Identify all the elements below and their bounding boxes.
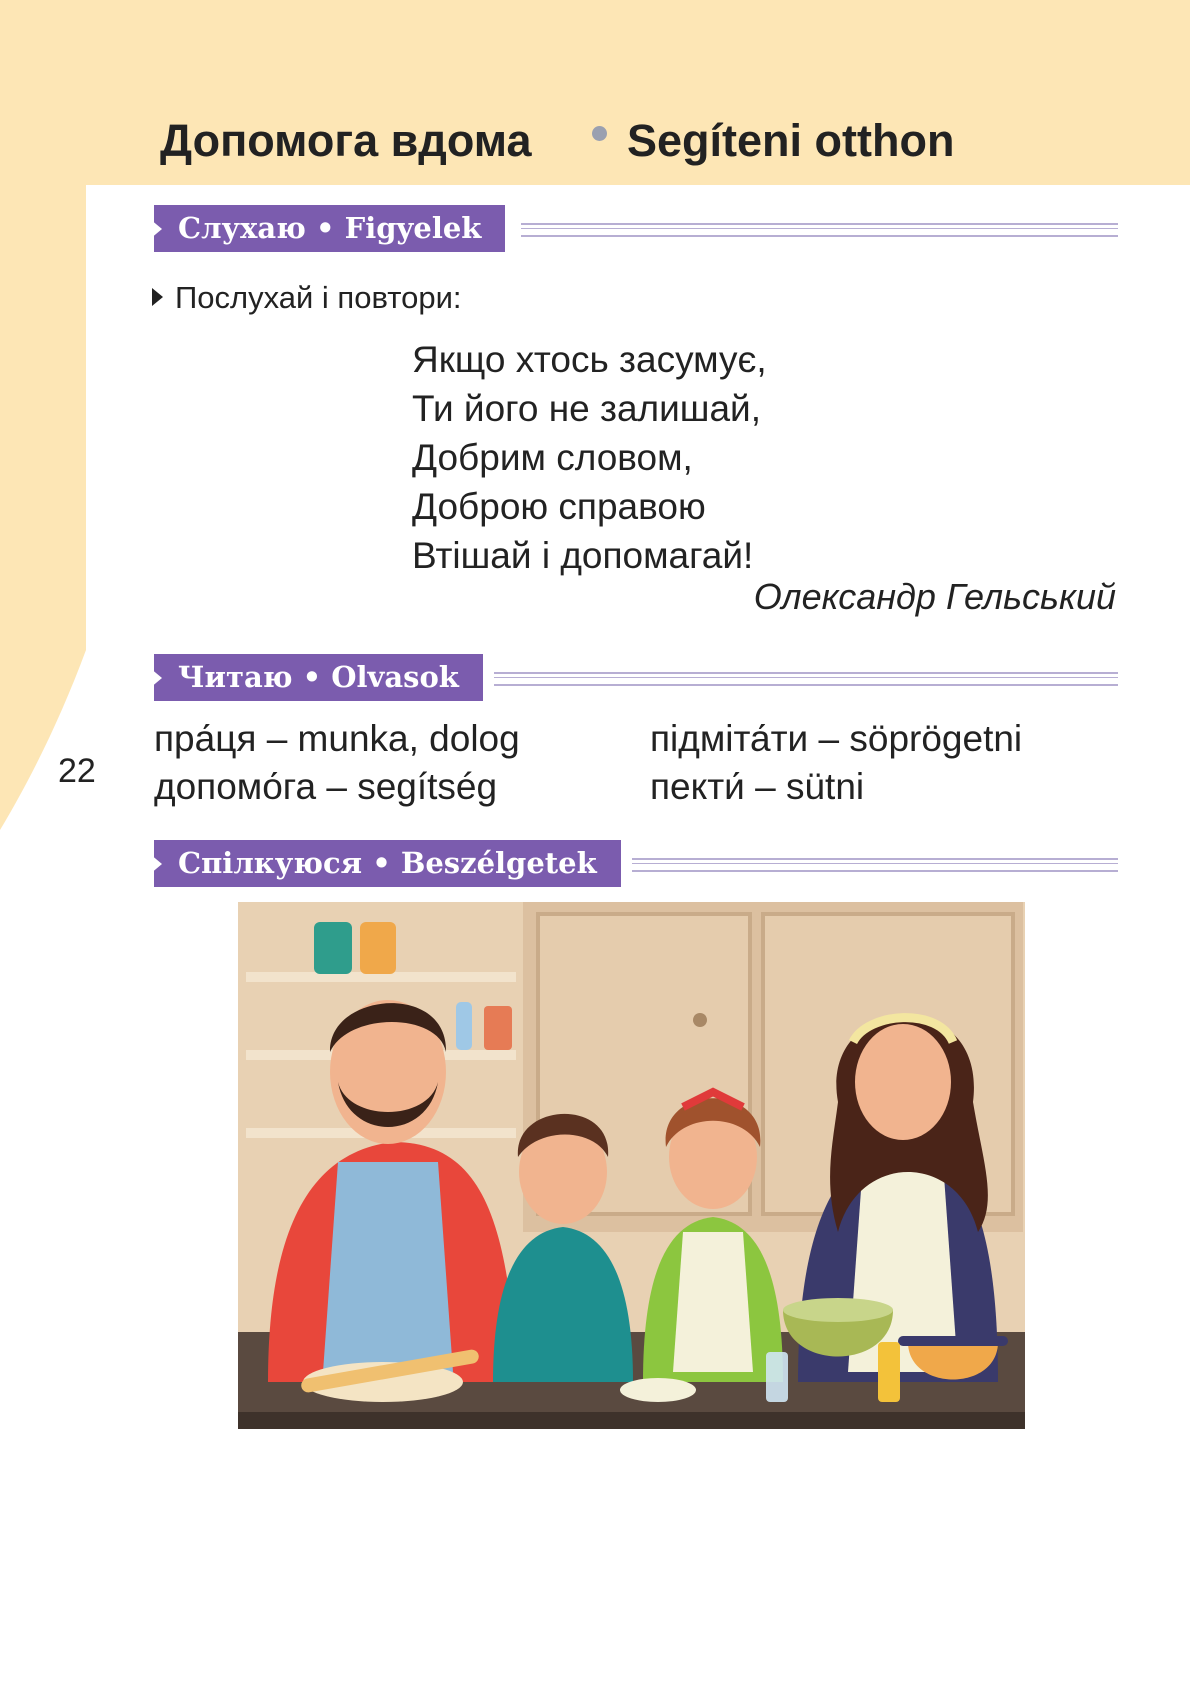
poem-line: Втішай і допомагай!: [412, 535, 754, 576]
section-header-read: Читаю • Olvasok: [154, 654, 483, 701]
poem: [412, 335, 767, 580]
section-rule: [494, 672, 1118, 686]
play-triangle-icon: [152, 288, 163, 306]
poem-line: Добрим словом,: [412, 437, 693, 478]
vocab-item: підміта́ти – söprögetni: [650, 718, 1023, 759]
section-arrow-icon: [150, 854, 162, 874]
poem-line: Доброю справою: [412, 486, 706, 527]
instruction-text: Послухай і повтори:: [175, 280, 462, 315]
section-arrow-icon: [150, 668, 162, 688]
family-cooking-illustration: [238, 902, 1025, 1429]
page-title-hungarian: Segíteni otthon: [627, 115, 955, 166]
poem-author: Олександр Гельський: [753, 576, 1116, 617]
section-header-talk: Спілкуюся • Beszélgetek: [154, 840, 621, 887]
section-rule: [632, 858, 1118, 872]
vocab-item: пекти́ – sütni: [650, 766, 865, 807]
section-arrow-icon: [150, 219, 162, 239]
page-number: 22: [58, 752, 96, 790]
section-header-listen: Слухаю • Figyelek: [154, 205, 505, 252]
vocab-item: пра́ця – munka, dolog: [154, 718, 520, 759]
vocab-item: допомо́га – segítség: [154, 766, 498, 807]
section-rule: [521, 223, 1118, 237]
poem-line: Якщо хтось засумує,: [412, 339, 767, 380]
poem-line: Ти його не залишай,: [412, 388, 762, 429]
page-title: Допомога вдома: [160, 115, 532, 166]
title-separator-dot: [592, 126, 607, 141]
page-corner-fold: [0, 640, 86, 830]
listen-instruction: [152, 280, 462, 316]
